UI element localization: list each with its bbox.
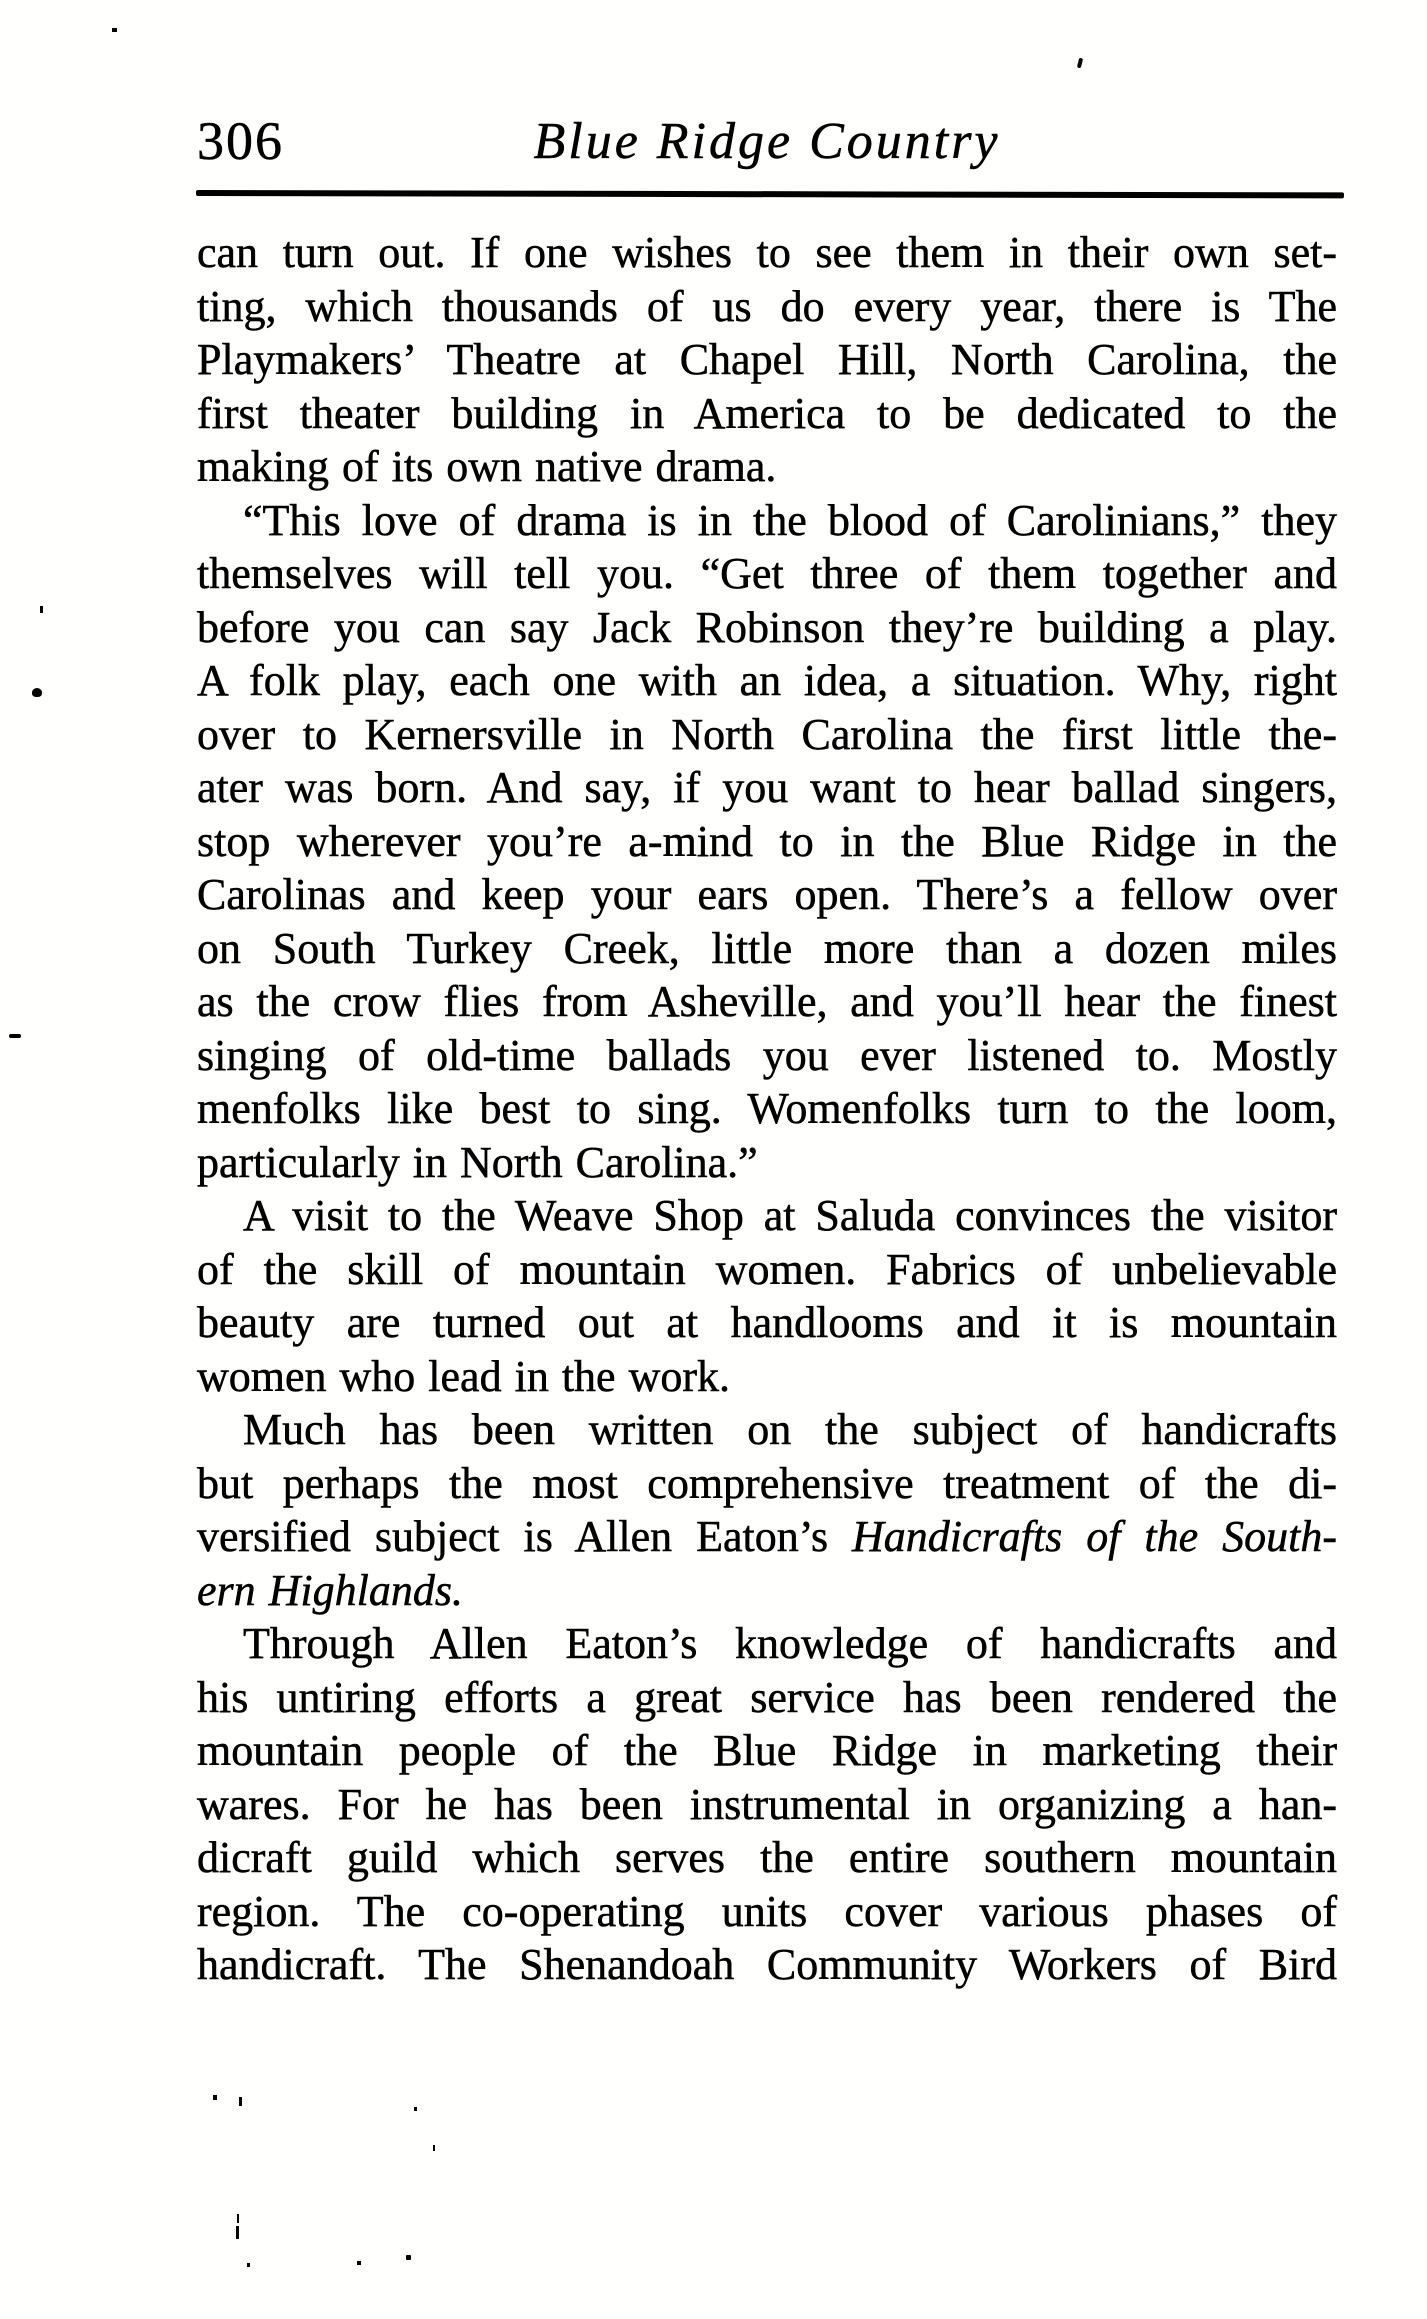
body-line: [197, 1671, 1337, 1725]
body-line: [197, 1617, 1337, 1671]
body-line: [197, 1403, 1337, 1457]
scan-speck: [414, 2107, 417, 2111]
body-line-text: Through Allen Eaton’s knowledge of handicrafts and: [243, 1619, 1337, 1668]
scan-speck: [406, 2255, 411, 2260]
body-line: [197, 1296, 1337, 1350]
scan-speck: [239, 2097, 242, 2106]
body-line-text: ater was born. And say, if you want to hear ballad singers,: [197, 763, 1337, 812]
body-line-italic-text: Handicrafts of the South-: [852, 1512, 1337, 1561]
body-line: [197, 1189, 1337, 1243]
body-line: [197, 1564, 1337, 1618]
body-line-text: beauty are turned out at handlooms and it is mountain: [197, 1298, 1337, 1347]
body-line: [197, 868, 1337, 922]
body-line: [197, 1724, 1337, 1778]
body-line: [197, 1136, 1337, 1190]
body-line: [197, 1885, 1337, 1939]
scan-speck: [1077, 58, 1083, 69]
body-line-text: as the crow flies from Asheville, and you’ll hear the finest: [197, 977, 1337, 1026]
body-line: [197, 922, 1337, 976]
body-line: [197, 440, 1337, 494]
body-line: [197, 1938, 1337, 1992]
body-line-text: A folk play, each one with an idea, a situation. Why, right: [197, 656, 1337, 705]
body-line: [197, 333, 1337, 387]
body-line-text: particularly in North Carolina.”: [197, 1137, 758, 1187]
body-line: [197, 708, 1337, 762]
body-line-text: singing of old-time ballads you ever listened to. Mostly: [197, 1030, 1337, 1080]
body-line: [197, 1510, 1337, 1564]
body-line-text: stop wherever you’re a-mind to in the Blue Ridge in the: [197, 816, 1337, 866]
body-line: [197, 494, 1337, 548]
body-line-text: his untiring efforts a great service has been rendered the: [197, 1672, 1337, 1722]
body-line: [197, 547, 1337, 601]
body-line-text: Carolinas and keep your ears open. There’s a fellow over: [197, 870, 1337, 919]
body-line-text: themselves will tell you. “Get three of them together and: [197, 549, 1337, 598]
scan-speck: [9, 1034, 21, 1038]
body-line: [197, 1778, 1337, 1832]
body-line: [197, 1243, 1337, 1297]
body-line-text: before you can say Jack Robinson they’re building a play.: [197, 602, 1337, 652]
body-line-text: Much has been written on the subject of handicrafts: [243, 1405, 1337, 1454]
body-line-text: on South Turkey Creek, little more than a dozen miles: [197, 923, 1337, 973]
scan-speck: [213, 2095, 217, 2100]
body-line: [197, 815, 1337, 869]
body-line: [197, 226, 1337, 280]
body-line-text: first theater building in America to be dedicated to the: [197, 388, 1337, 438]
body-line-text: Playmakers’ Theatre at Chapel Hill, North Carolina, the: [197, 335, 1337, 384]
scan-speck: [237, 2214, 239, 2223]
body-line-text: dicraft guild which serves the entire southern mountain: [197, 1833, 1337, 1882]
body-line-text: “This love of drama is in the blood of Carolinians,” they: [243, 495, 1337, 545]
body-line-text: mountain people of the Blue Ridge in marketing their: [197, 1726, 1337, 1775]
page-number: 306: [197, 111, 284, 171]
body-line-text: making of its own native drama.: [197, 442, 777, 491]
body-line-text: over to Kernersville in North Carolina the first little the-: [197, 709, 1337, 759]
running-title: Blue Ridge Country: [533, 113, 1001, 170]
body-line-text: ting, which thousands of us do every year, there is The: [197, 281, 1337, 331]
body-line-text: wares. For he has been instrumental in organizing a han-: [197, 1779, 1337, 1829]
body-line: [197, 761, 1337, 815]
scan-speck: [357, 2261, 361, 2265]
scan-speck: [247, 2263, 250, 2267]
body-line: [197, 1457, 1337, 1511]
body-line-text: versified subject is Allen Eaton’s: [197, 1512, 853, 1561]
body-line-italic-text: ern Highlands.: [197, 1565, 463, 1615]
body-line-text: but perhaps the most comprehensive treatment of the di-: [197, 1458, 1337, 1508]
scan-speck: [40, 606, 43, 613]
body-line: [197, 1350, 1337, 1404]
body-line-text: women who lead in the work.: [197, 1351, 730, 1401]
scan-speck: [433, 2145, 435, 2151]
scan-speck: [32, 688, 42, 697]
body-line-text: handicraft. The Shenandoah Community Workers of Bird: [197, 1940, 1337, 1989]
body-line-text: menfolks like best to sing. Womenfolks turn to the loom,: [197, 1084, 1337, 1133]
body-line: [197, 387, 1337, 441]
body-line: [197, 654, 1337, 708]
header-rule: [196, 190, 1344, 198]
body-line: [197, 280, 1337, 334]
body-line-text: A visit to the Weave Shop at Saluda convinces the visitor: [243, 1191, 1337, 1240]
scan-speck: [112, 28, 117, 32]
body-line: [197, 1082, 1337, 1136]
body-text: [197, 226, 1337, 1992]
body-line-text: can turn out. If one wishes to see them in their own set-: [197, 228, 1337, 277]
body-line-text: region. The co-operating units cover various phases of: [197, 1886, 1337, 1936]
scan-speck: [236, 2226, 239, 2239]
body-line: [197, 1831, 1337, 1885]
body-line: [197, 1029, 1337, 1083]
body-line: [197, 975, 1337, 1029]
body-line: [197, 601, 1337, 655]
body-line-text: of the skill of mountain women. Fabrics of unbelievable: [197, 1244, 1337, 1294]
